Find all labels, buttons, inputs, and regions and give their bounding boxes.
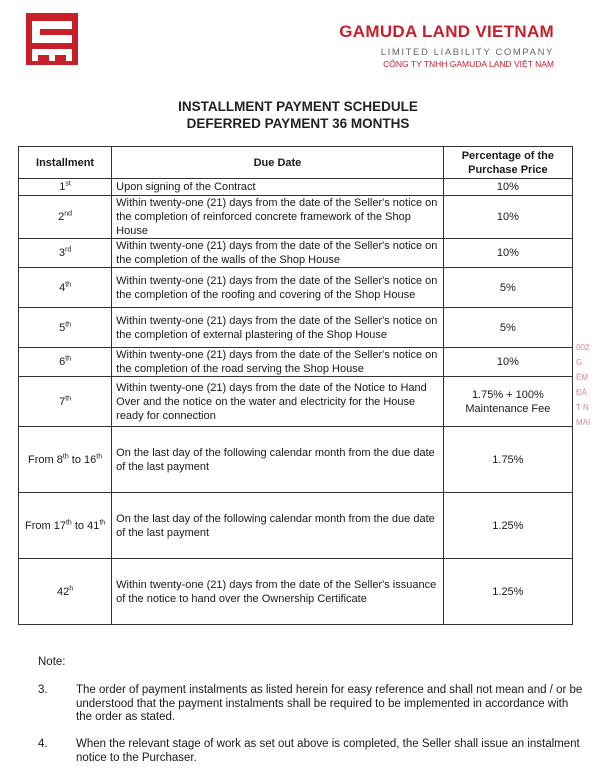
- installment-cell: [19, 559, 112, 625]
- side-stamp: [576, 340, 596, 480]
- installment-suffix: rd: [65, 246, 72, 254]
- installment-joiner: to: [68, 453, 85, 466]
- installment-suffix: th: [65, 518, 72, 526]
- table-header-row: [19, 147, 573, 179]
- percentage-value: 1.25%: [492, 519, 524, 532]
- stamp-fragment: T N: [576, 403, 589, 412]
- installment-cell: [19, 308, 112, 348]
- stamp-fragment: MAI: [576, 418, 591, 427]
- table-row: [19, 377, 573, 427]
- table-row: [19, 559, 573, 625]
- installment-suffix: th: [62, 452, 69, 460]
- percentage-value: 5%: [499, 281, 516, 294]
- percentage-value: 10%: [496, 211, 519, 223]
- installment-cell: [19, 268, 112, 308]
- installment-suffix: th: [65, 320, 72, 328]
- table-row: [19, 427, 573, 493]
- due-date-cell: On the last day of the following calendar month from the due date of the last payment: [112, 427, 444, 493]
- installment-joiner: to: [71, 519, 88, 532]
- company-name: GAMUDA LAND VIETNAM: [339, 22, 554, 41]
- note-number: 3.: [38, 684, 48, 696]
- installment-suffix: nd: [64, 210, 73, 218]
- percentage-value: 10%: [496, 181, 519, 193]
- percentage-cell: [443, 348, 572, 377]
- installment-suffix: st: [65, 180, 71, 188]
- payment-schedule-table: [18, 146, 573, 625]
- table-row: [19, 493, 573, 559]
- installment-cell: [19, 377, 112, 427]
- due-date-cell: Within twenty-one (21) days from the date of the Seller's notice on the completion of external plastering of the Shop House: [112, 308, 444, 348]
- percentage-cell: [443, 308, 572, 348]
- installment-number: 7: [59, 395, 66, 408]
- installment-number-end: 41: [87, 519, 100, 532]
- stamp-fragment: 002: [576, 343, 590, 352]
- due-date-cell: Within twenty-one (21) days from the date of the Seller's notice on the completion of the walls of the Shop House: [112, 239, 444, 268]
- due-date-cell: Within twenty-one (21) days from the date of the Seller's notice on the completion of reinforced concrete framework of the Shop House: [112, 196, 444, 239]
- percentage-value: 1.75%: [492, 453, 524, 466]
- table-row: [19, 348, 573, 377]
- due-date-cell: Upon signing of the Contract: [112, 179, 444, 196]
- installment-number: 2: [58, 211, 65, 223]
- installment-suffix: th: [65, 394, 72, 402]
- percentage-cell: [443, 559, 572, 625]
- installment-number: 5: [59, 321, 66, 334]
- percentage-cell: [443, 268, 572, 308]
- header-installment: Installment: [19, 147, 112, 179]
- note-text: The order of payment instalments as listed herein for easy reference and shall not mean and / or be understood that the payment instalments shall be required to be implemented in accordance with the order as stated.: [76, 684, 583, 723]
- percentage-cell: [443, 196, 572, 239]
- percentage-value: 1.25%: [492, 585, 524, 598]
- percentage-cell: [443, 179, 572, 196]
- percentage-value: 5%: [499, 321, 516, 334]
- installment-suffix-end: th: [96, 452, 103, 460]
- installment-cell: [19, 427, 112, 493]
- percentage-note: Maintenance Fee: [465, 402, 551, 415]
- installment-suffix: th: [65, 280, 72, 288]
- installment-cell: [19, 179, 112, 196]
- note-text: When the relevant stage of work as set out above is completed, the Seller shall issue an instalment notice to the Purchaser.: [76, 738, 580, 764]
- due-date-cell: Within twenty-one (21) days from the date of the Seller's notice on the completion of the road serving the Shop House: [112, 348, 444, 377]
- percentage-cell: [443, 377, 572, 427]
- due-date-cell: Within twenty-one (21) days from the date of the Seller's issuance of the notice to hand over the Ownership Certificate: [112, 559, 444, 625]
- title-line-1: INSTALLMENT PAYMENT SCHEDULE: [178, 99, 418, 114]
- percentage-cell: [443, 239, 572, 268]
- installment-suffix: th: [65, 355, 72, 363]
- percentage-cell: [443, 493, 572, 559]
- installment-number: 4: [59, 281, 66, 294]
- header-due-date: Due Date: [112, 147, 444, 179]
- header-percentage: Percentage of the Purchase Price: [443, 147, 572, 179]
- due-date-cell: On the last day of the following calendar month from the due date of the last payment: [112, 493, 444, 559]
- installment-number: 17: [53, 519, 66, 532]
- table-row: [19, 268, 573, 308]
- company-header: [339, 22, 554, 69]
- installment-suffix-end: th: [99, 518, 106, 526]
- installment-prefix: From: [28, 453, 57, 466]
- note-number: 4.: [38, 738, 48, 750]
- title-line-2: DEFERRED PAYMENT 36 MONTHS: [186, 116, 410, 131]
- installment-suffix: h: [69, 584, 74, 592]
- percentage-value: 10%: [496, 356, 519, 368]
- percentage-value: 1.75% + 100%: [471, 388, 544, 401]
- installment-number: 3: [58, 247, 66, 259]
- table-row: [19, 196, 573, 239]
- installment-number: 42: [57, 585, 70, 598]
- note-label: Note:: [38, 656, 66, 668]
- percentage-cell: [443, 427, 572, 493]
- percentage-value: 10%: [496, 247, 519, 259]
- installment-number: 6: [59, 356, 66, 368]
- due-date-cell: Within twenty-one (21) days from the date of the Notice to Hand Over and the notice on the water and electricity for the House ready for connection: [112, 377, 444, 427]
- installment-cell: [19, 493, 112, 559]
- installment-number: 1: [59, 181, 66, 193]
- stamp-fragment: G: [576, 358, 583, 367]
- document-title: [0, 98, 596, 132]
- installment-cell: [19, 239, 112, 268]
- company-subtitle-en: LIMITED LIABILITY COMPANY: [380, 47, 554, 58]
- installment-cell: [19, 196, 112, 239]
- table-row: [19, 239, 573, 268]
- table-row: [19, 179, 573, 196]
- company-subtitle-vn: CÔNG TY TNHH GAMUDA LAND VIỆT NAM: [383, 59, 554, 69]
- due-date-cell: Within twenty-one (21) days from the date of the Seller's notice on the completion of the roofing and covering of the Shop House: [112, 268, 444, 308]
- table-row: [19, 308, 573, 348]
- installment-number: 8: [56, 453, 63, 466]
- stamp-fragment: ĐÀ: [576, 388, 588, 397]
- stamp-fragment: ÊM: [576, 373, 588, 382]
- installment-cell: [19, 348, 112, 377]
- installment-number-end: 16: [84, 453, 97, 466]
- installment-prefix: From: [24, 519, 54, 532]
- gamuda-logo: [26, 13, 78, 65]
